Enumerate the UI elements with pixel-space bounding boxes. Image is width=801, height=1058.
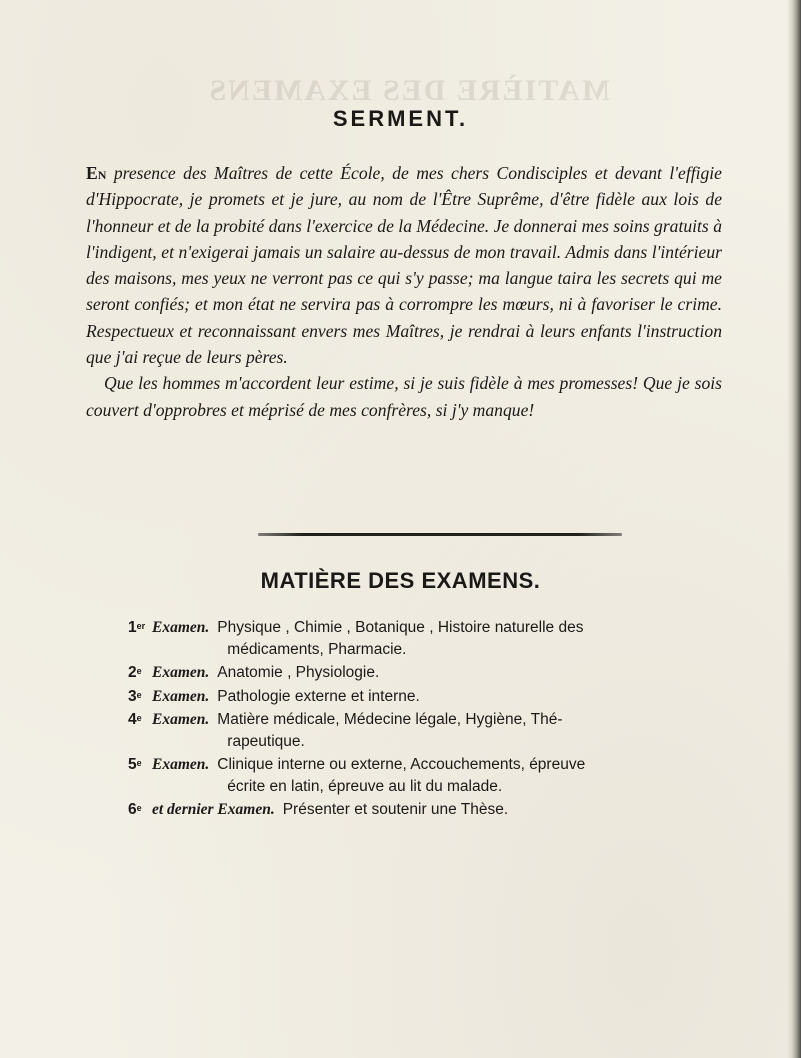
oath-paragraph-2: Que les hommes m'accordent leur estime, si je suis fidèle à mes promesses! Que je sois couvert d'opprobres et méprisé de mes confrères, si j'y manque! (86, 373, 722, 420)
exam-item-3 (128, 686, 728, 708)
exam-item-4 (128, 709, 728, 752)
exam-list (128, 617, 728, 823)
matiere-title: MATIÈRE DES EXAMENS. (260, 568, 541, 593)
exam-number: 3e (128, 687, 142, 705)
exam-description: Clinique interne ou externe, Accouchements, épreuve écrite en latin, épreuve au lit du malade. (217, 756, 586, 795)
section-divider (258, 533, 622, 536)
page-edge-shadow (787, 0, 801, 1058)
oath-dropcap: En (86, 163, 107, 183)
exam-number: 5e (128, 756, 142, 773)
exam-description: Anatomie , Physiologie. (217, 664, 380, 681)
exam-label: et dernier Examen. (152, 801, 275, 818)
exam-description: Physique , Chimie , Botanique , Histoire naturelle des médicaments, Pharmacie. (217, 619, 584, 658)
exam-number: 1er (128, 619, 146, 636)
exam-item-5 (128, 754, 728, 797)
exam-item-1 (128, 617, 728, 660)
exam-label: Examen. (152, 687, 210, 705)
exam-number: 4e (128, 711, 142, 728)
exam-description: Présenter et soutenir une Thèse. (282, 801, 509, 818)
exam-label: Examen. (152, 711, 210, 728)
oath-paragraph-1 (86, 160, 722, 370)
show-through-text: MATIÈRE DES EXAMENS (207, 74, 610, 107)
exam-description: Pathologie externe et interne. (217, 687, 420, 705)
oath-text (86, 160, 722, 423)
oath-paragraph-1-text: presence des Maîtres de cette École, de mes chers Condisciples et devant l'effigie d'Hippocrate, je promets et je jure, au nom de l'Être Suprême, d'être fidèle aux lois de l'honneur et de la probité dans l'exercice de la Médecine. Je donnerai mes soins gratuits à l'indigent, et n'exigerai jamais un salaire au-dessus de mon travail. Admis dans l'intérieur des maisons, mes yeux ne verront pas ce qui s'y passe; ma langue taira les secrets qui me seront confiés; et mon état ne servira pas à corrompre les mœurs, ni à favoriser le crime. Respectueux et reconnaissant envers mes Maîtres, je rendrai à leurs enfants l'instruction que j'ai reçue de leurs pères. (86, 163, 722, 368)
exam-label: Examen. (152, 756, 210, 773)
exam-number: 2e (128, 664, 142, 681)
exam-description: Matière médicale, Médecine légale, Hygiène, Thé- rapeutique. (217, 711, 563, 750)
exam-label: Examen. (152, 664, 210, 681)
exam-label: Examen. (152, 619, 210, 636)
serment-title: SERMENT. (332, 106, 469, 131)
exam-number: 6e (128, 801, 142, 818)
exam-item-2 (128, 662, 728, 684)
exam-item-6 (128, 799, 728, 821)
